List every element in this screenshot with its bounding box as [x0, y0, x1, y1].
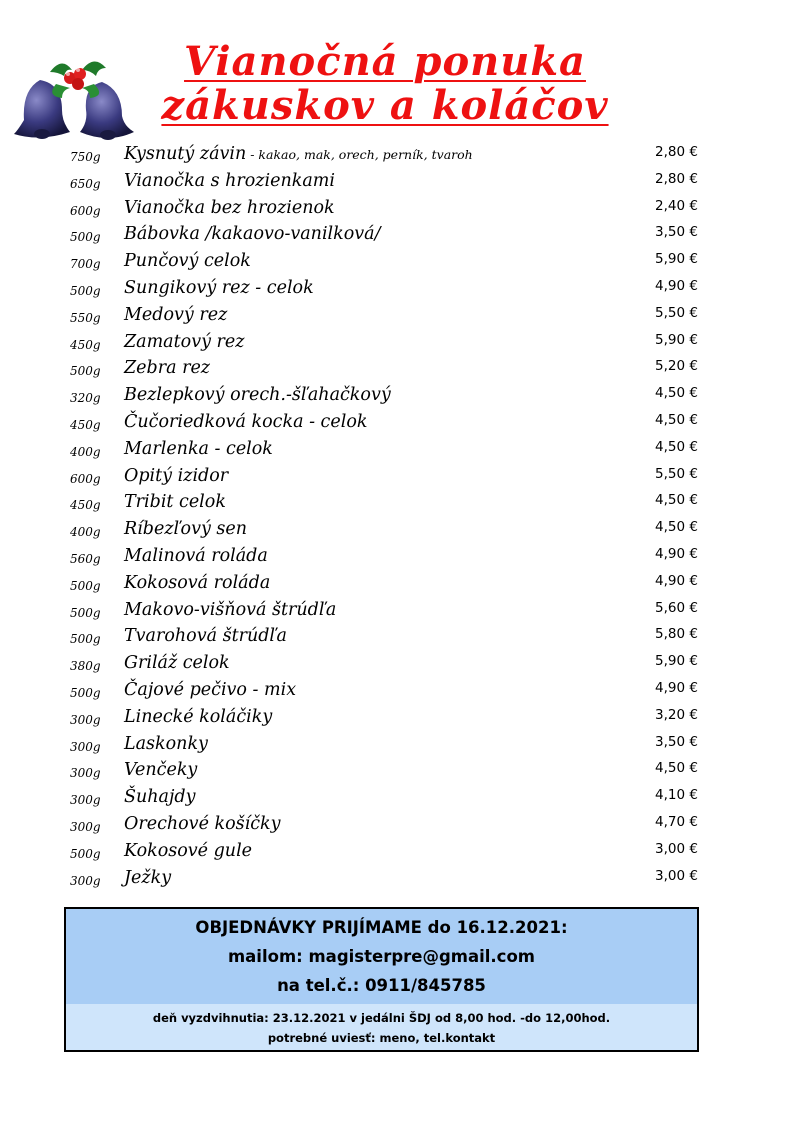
item-price: 4,50 € [655, 411, 698, 428]
item-name-wrap [124, 278, 314, 298]
item-name: Laskonky [124, 733, 208, 754]
menu-item-row [0, 758, 800, 785]
item-name: Malinová roláda [124, 545, 268, 566]
item-weight: 300g [70, 766, 101, 781]
item-weight: 320g [70, 391, 101, 406]
menu-item-row [0, 196, 800, 223]
menu-item-row [0, 356, 800, 383]
item-name-wrap [124, 466, 228, 486]
menu-list [0, 142, 800, 892]
item-price: 4,10 € [655, 787, 698, 804]
item-price: 5,20 € [655, 358, 698, 375]
item-name: Vianočka s hrozienkami [124, 170, 335, 191]
item-weight: 550g [70, 310, 101, 325]
item-price: 4,90 € [655, 545, 698, 562]
item-weight: 450g [70, 417, 101, 432]
item-name: Bezlepkový orech.-šľahačkový [124, 385, 391, 406]
item-name: Punčový celok [124, 251, 251, 272]
item-name: Vianočka bez hrozienok [124, 197, 335, 218]
item-weight: 600g [70, 471, 101, 486]
item-price: 3,20 € [655, 706, 698, 723]
item-name: Tribit celok [124, 492, 226, 513]
menu-item-row [0, 571, 800, 598]
item-weight: 380g [70, 659, 101, 674]
item-name-wrap [124, 412, 367, 432]
item-price: 4,50 € [655, 519, 698, 536]
item-weight: 300g [70, 739, 101, 754]
item-name: Zamatový rez [124, 331, 245, 352]
item-name-wrap [124, 814, 281, 834]
item-weight: 700g [70, 257, 101, 272]
item-name-wrap [124, 707, 272, 727]
item-name: Griláž celok [124, 653, 230, 674]
menu-item-row [0, 330, 800, 357]
item-price: 5,90 € [655, 251, 698, 268]
item-name: Bábovka /kakaovo-vanilková/ [124, 224, 381, 245]
item-price: 4,90 € [655, 572, 698, 589]
menu-item-row [0, 517, 800, 544]
item-name-wrap [124, 358, 210, 378]
menu-item-row [0, 812, 800, 839]
menu-item-row [0, 839, 800, 866]
item-weight: 750g [70, 150, 101, 164]
item-name-wrap [124, 653, 230, 673]
item-name-wrap [124, 439, 273, 459]
menu-item-row [0, 383, 800, 410]
item-price: 5,80 € [655, 626, 698, 643]
item-weight: 500g [70, 846, 101, 861]
item-name: Zebra rez [124, 358, 211, 379]
title-line-2: zákuskov a koláčov [161, 82, 609, 129]
item-name-wrap [124, 305, 227, 325]
item-name-wrap [124, 868, 171, 888]
item-weight: 500g [70, 283, 101, 298]
item-price: 2,80 € [655, 144, 698, 160]
item-weight: 500g [70, 685, 101, 700]
menu-item-row [0, 276, 800, 303]
menu-item-row [0, 169, 800, 196]
order-email: mailom: magisterpre@gmail.com [227, 947, 535, 966]
item-price: 4,90 € [655, 679, 698, 696]
menu-item-row [0, 544, 800, 571]
item-weight: 500g [70, 364, 101, 379]
item-name: Venčeky [124, 760, 198, 781]
item-detail: - kakao, mak, orech, perník, tvaroh [246, 147, 473, 162]
item-name: Orechové košíčky [124, 813, 281, 834]
item-price: 5,90 € [655, 653, 698, 670]
item-price: 4,90 € [655, 277, 698, 294]
item-price: 3,50 € [655, 224, 698, 241]
item-price: 5,60 € [655, 599, 698, 616]
menu-item-row [0, 866, 800, 893]
order-pickup-section [66, 1004, 697, 1050]
menu-item-row [0, 303, 800, 330]
item-weight: 650g [70, 176, 101, 191]
item-weight: 600g [70, 203, 101, 218]
item-weight: 500g [70, 632, 101, 647]
menu-item-row [0, 598, 800, 625]
item-name-wrap [124, 680, 296, 700]
item-name-wrap [124, 251, 251, 271]
item-name-wrap [124, 385, 391, 405]
order-phone: na tel.č.: 0911/845785 [277, 976, 486, 995]
item-price: 2,40 € [655, 197, 698, 214]
menu-item-row [0, 437, 800, 464]
item-weight: 300g [70, 793, 101, 808]
item-name: Tvarohová štrúdľa [124, 626, 287, 647]
item-name: Šuhajdy [124, 787, 196, 808]
item-name: Čučoriedková kocka - celok [124, 411, 368, 432]
order-info-box [64, 907, 699, 1052]
item-weight: 450g [70, 498, 101, 513]
item-weight: 400g [70, 444, 101, 459]
menu-item-row [0, 705, 800, 732]
item-name-wrap [124, 787, 195, 807]
item-weight: 300g [70, 819, 101, 834]
item-name: Medový rez [124, 304, 228, 325]
item-name-wrap [124, 841, 252, 861]
menu-item-row [0, 222, 800, 249]
item-price: 3,00 € [655, 840, 698, 857]
item-weight: 300g [70, 873, 101, 888]
item-weight: 450g [70, 337, 101, 352]
order-deadline: OBJEDNÁVKY PRIJÍMAME do 16.12.2021: [195, 918, 568, 937]
title-line-1: Vianočná ponuka [184, 38, 586, 85]
item-price: 4,50 € [655, 760, 698, 777]
menu-item-row [0, 490, 800, 517]
item-price: 5,50 € [655, 304, 698, 321]
menu-item-row [0, 678, 800, 705]
menu-item-row [0, 732, 800, 759]
item-name: Čajové pečivo - mix [124, 679, 297, 700]
item-name: Marlenka - celok [124, 438, 273, 459]
item-name-wrap [124, 224, 381, 244]
item-weight: 400g [70, 525, 101, 540]
item-name-wrap [124, 519, 247, 539]
item-price: 3,50 € [655, 733, 698, 750]
item-name-wrap [124, 760, 197, 780]
item-name-wrap [124, 734, 208, 754]
required-info-note: potrebné uviesť: meno, tel.kontakt [267, 1031, 496, 1045]
item-price: 5,90 € [655, 331, 698, 348]
item-weight: 500g [70, 578, 101, 593]
menu-item-row [0, 142, 800, 169]
item-name-wrap [124, 626, 287, 646]
item-price: 3,00 € [655, 867, 698, 884]
item-weight: 300g [70, 712, 101, 727]
page-title [150, 40, 620, 128]
item-name-wrap [124, 332, 244, 352]
menu-item-row [0, 651, 800, 678]
item-name: Kokosové gule [124, 840, 253, 861]
item-price: 4,70 € [655, 813, 698, 830]
item-price: 2,80 € [655, 170, 698, 187]
item-weight: 500g [70, 605, 101, 620]
pickup-info: deň vyzdvihnutia: 23.12.2021 v jedálni ŠDJ od 8,00 hod. -do 12,00hod. [152, 1011, 611, 1025]
item-price: 4,50 € [655, 385, 698, 402]
item-name: Sungikový rez - celok [124, 277, 314, 298]
menu-item-row [0, 410, 800, 437]
menu-item-row [0, 785, 800, 812]
item-name: Ríbezľový sen [124, 519, 248, 540]
item-name: Kokosová roláda [124, 572, 271, 593]
order-contact-section [66, 909, 697, 1004]
item-name: Linecké koláčiky [124, 706, 273, 727]
item-name-wrap [124, 492, 226, 512]
item-name: Opitý izidor [124, 465, 229, 486]
item-name-wrap [124, 573, 270, 593]
item-name-wrap [124, 144, 473, 164]
menu-item-row [0, 624, 800, 651]
item-weight: 560g [70, 551, 101, 566]
item-name: Makovo-višňová štrúdľa [124, 599, 337, 620]
menu-item-row [0, 249, 800, 276]
item-name-wrap [124, 600, 336, 620]
item-name-wrap [124, 171, 335, 191]
menu-item-row [0, 464, 800, 491]
item-name-wrap [124, 546, 268, 566]
item-name: Ježky [124, 867, 172, 888]
item-name: Kysnutý závin [124, 144, 247, 164]
christmas-bells-icon [10, 50, 140, 145]
item-name-wrap [124, 198, 335, 218]
item-weight: 500g [70, 230, 101, 245]
item-price: 5,50 € [655, 465, 698, 482]
item-price: 4,50 € [655, 438, 698, 455]
item-price: 4,50 € [655, 492, 698, 509]
